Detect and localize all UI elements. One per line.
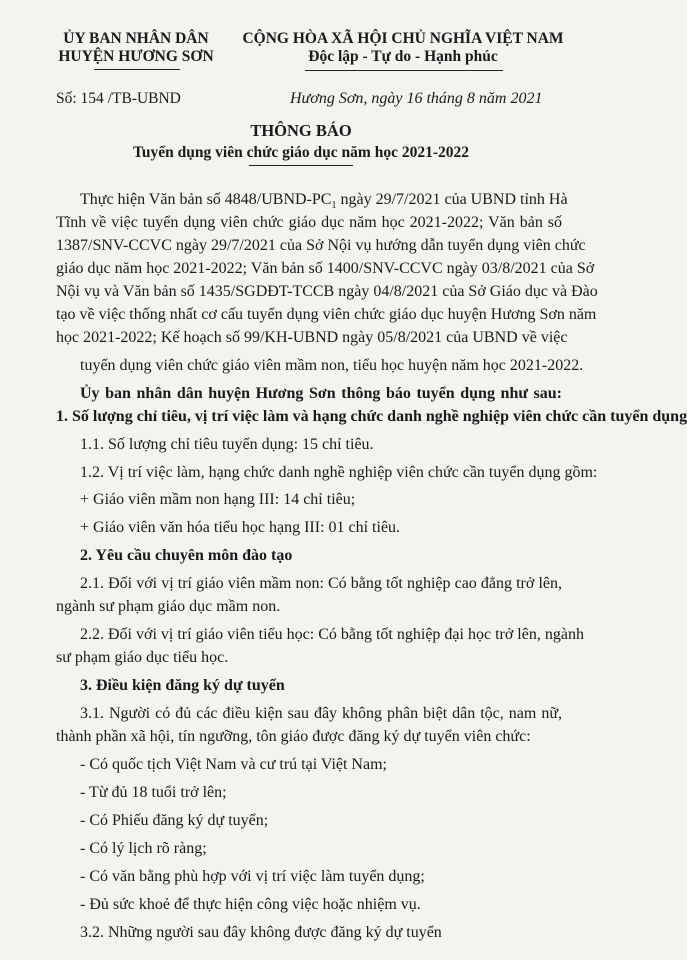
document-date: Hương Sơn, ngày 16 tháng 8 năm 2021 xyxy=(290,90,543,107)
item-2-1-line-2: ngành sư phạm giáo dục mầm non. xyxy=(56,598,281,615)
announcement-intro: tuyển dụng viên chức giáo viên mầm non, tiểu học huyện năm học 2021-2022. xyxy=(80,357,584,374)
item-2-2-line-2: sư phạm giáo dục tiểu học. xyxy=(56,649,229,666)
condition-1: - Có quốc tịch Việt Nam và cư trú tại Việt Nam; xyxy=(80,756,387,773)
preamble-line-6: tạo về việc thống nhất cơ cấu tuyển dụng viên chức giáo dục huyện Hương Sơn năm xyxy=(56,306,597,323)
item-2-2-line-1: 2.2. Đối với vị trí giáo viên tiểu học: Có bằng tốt nghiệp đại học trở lên, ngành xyxy=(80,626,584,643)
nation-title: CỘNG HÒA XÃ HỘI CHỦ NGHĨA VIỆT NAM xyxy=(242,30,564,47)
preamble-line-5: Nội vụ và Văn bản số 1435/SGDĐT-TCCB ngày 04/8/2021 của Sở Giáo dục và Đào xyxy=(56,283,598,300)
item-1-1: 1.1. Số lượng chỉ tiêu tuyển dụng: 15 chỉ tiêu. xyxy=(80,436,374,453)
item-3-1-line-1: 3.1. Người có đủ các điều kiện sau đây không phân biệt dân tộc, nam nữ, xyxy=(80,705,562,722)
document-title: THÔNG BÁO xyxy=(250,121,352,140)
item-1-2-a: + Giáo viên mầm non hạng III: 14 chỉ tiêu; xyxy=(80,491,356,508)
preamble-line-1: Thực hiện Văn bản số $4848/UBND-PC_1$ ngày 29/7/2021 của UBND tỉnh Hà xyxy=(80,191,568,212)
title-underline xyxy=(249,165,353,166)
issuer-line-1: ỦY BAN NHÂN DÂN xyxy=(63,30,209,47)
condition-2: - Từ đủ 18 tuổi trở lên; xyxy=(80,784,227,801)
motto: Độc lập - Tự do - Hạnh phúc xyxy=(308,48,498,65)
section-1-heading-line-2: 1. Số lượng chỉ tiêu, vị trí việc làm và hạng chức danh nghề nghiệp viên chức cần tuyển dụng xyxy=(56,408,687,425)
preamble-line-3: 1387/SNV-CCVC ngày 29/7/2021 của Sở Nội vụ hướng dẫn tuyển dụng viên chức xyxy=(56,237,586,254)
item-3-1-line-2: thành phần xã hội, tín ngưỡng, tôn giáo được đăng ký dự tuyển viên chức: xyxy=(56,728,531,745)
condition-6: - Đủ sức khoẻ để thực hiện công việc hoặc nhiệm vụ. xyxy=(80,896,421,913)
preamble-line-4: giáo dục năm học 2021-2022; Văn bản số 1400/SNV-CCVC ngày 03/8/2021 của Sở xyxy=(56,260,595,277)
item-2-1-line-1: 2.1. Đối với vị trí giáo viên mầm non: Có bằng tốt nghiệp cao đẳng trở lên, xyxy=(80,575,562,592)
condition-4: - Có lý lịch rõ ràng; xyxy=(80,840,207,857)
preamble-line-2: Tĩnh về việc tuyển dụng viên chức giáo dục năm học 2021-2022; Văn bản số xyxy=(56,214,562,231)
section-2-heading: 2. Yêu cầu chuyên môn đào tạo xyxy=(80,547,293,564)
motto-underline xyxy=(305,70,503,71)
issuer-underline xyxy=(94,69,180,70)
document-number: Số: 154 /TB-UBND xyxy=(56,90,181,107)
preamble-line-7: học 2021-2022; Kế hoạch số 99/KH-UBND ngày 05/8/2021 của UBND về việc xyxy=(56,329,568,346)
issuer-line-2: HUYỆN HƯƠNG SƠN xyxy=(58,48,214,65)
item-1-2-b: + Giáo viên văn hóa tiểu học hạng III: 01 chỉ tiêu. xyxy=(80,519,401,536)
condition-5: - Có văn bằng phù hợp với vị trí việc làm tuyển dụng; xyxy=(80,868,425,885)
section-1-heading-line-1: Ủy ban nhân dân huyện Hương Sơn thông báo tuyển dụng như sau: xyxy=(80,385,562,402)
condition-3: - Có Phiếu đăng ký dự tuyển; xyxy=(80,812,269,829)
item-3-2: 3.2. Những người sau đây không được đăng ký dự tuyển xyxy=(80,924,442,941)
document-subtitle: Tuyển dụng viên chức giáo dục năm học 2021-2022 xyxy=(132,144,469,161)
section-3-heading: 3. Điều kiện đăng ký dự tuyển xyxy=(80,677,285,694)
item-1-2: 1.2. Vị trí việc làm, hạng chức danh nghề nghiệp viên chức cần tuyển dụng gồm: xyxy=(80,464,598,481)
